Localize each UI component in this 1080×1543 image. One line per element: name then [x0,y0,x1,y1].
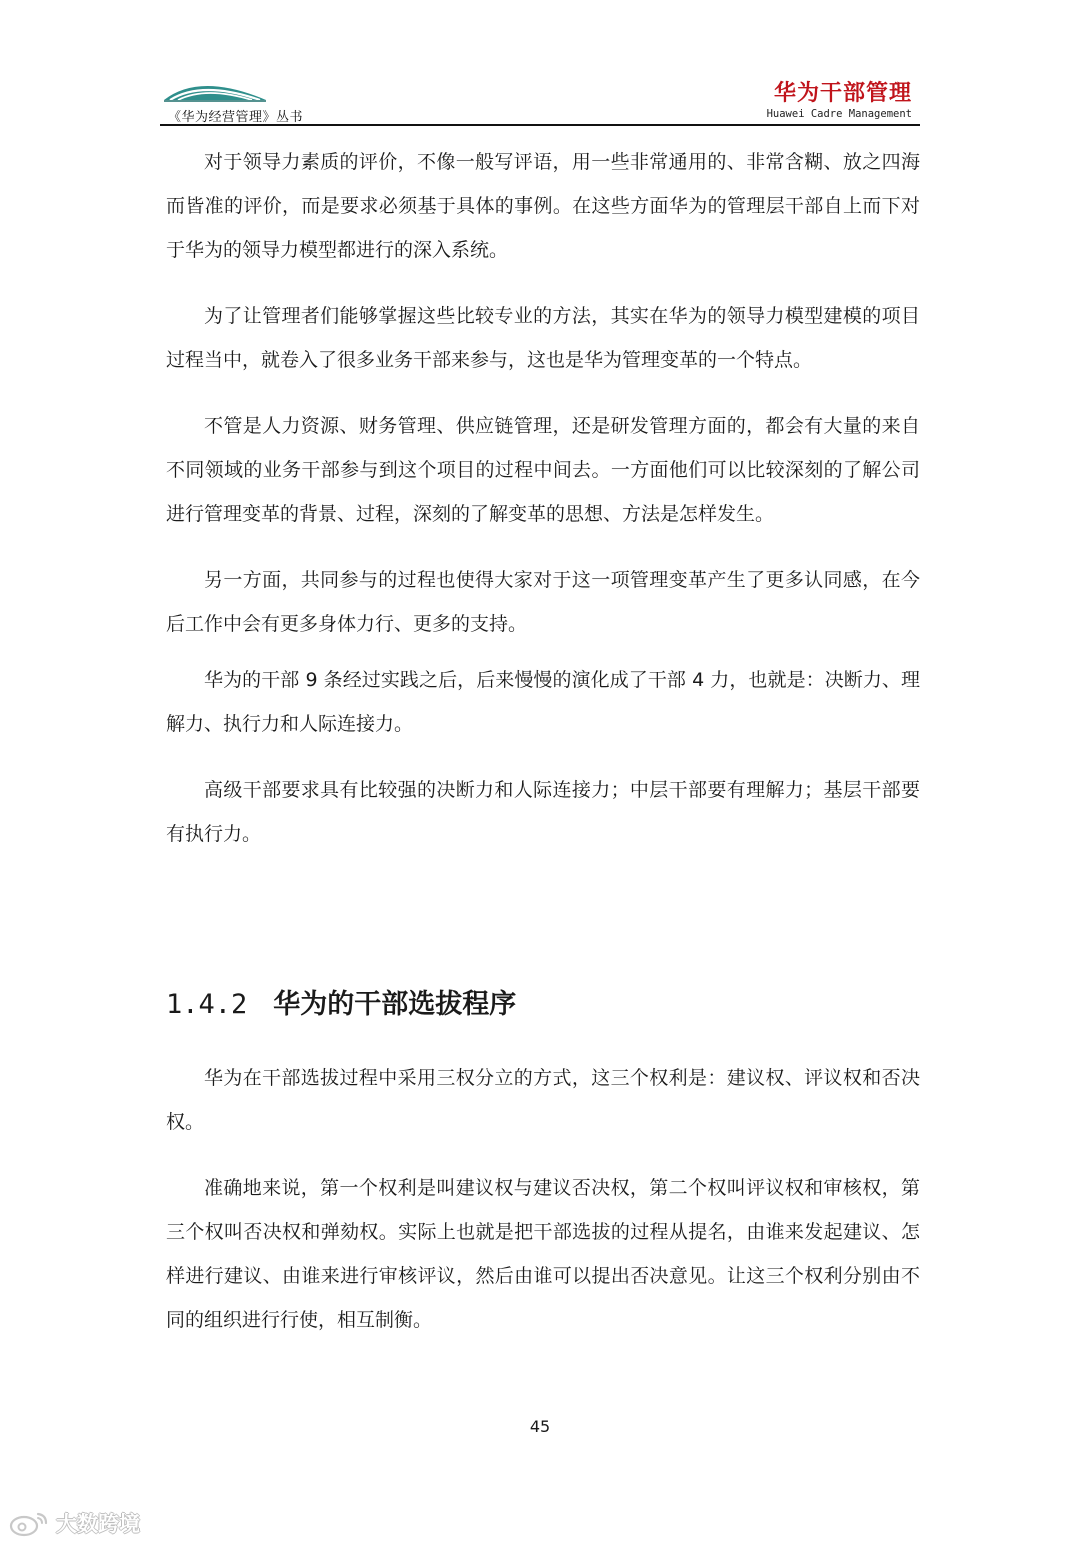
paragraph: 另一方面，共同参与的过程也使得大家对于这一项管理变革产生了更多认同感，在今后工作中会有更多身体力行、更多的支持。 [166,569,920,635]
body-text-b [166,1056,920,1342]
paragraph: 准确地来说，第一个权利是叫建议权与建议否决权，第二个权叫评议权和审核权，第三个权叫否决权和弹劾权。实际上也就是把干部选拔的过程从提名，由谁来发起建议、怎样进行建议、由谁来进行审核评议，然后由谁可以提出否决意见。让这三个权利分别由不同的组织进行行使，相互制衡。 [166,1177,920,1331]
book-title-chinese: 华为干部管理 [773,81,912,106]
book-title-english: Huawei Cadre Management [766,108,912,120]
section-title: 华为的干部选拔程序 [273,989,517,1020]
page-header [160,70,920,126]
paragraph: 对于领导力素质的评价，不像一般写评语，用一些非常通用的、非常含糊、放之四海而皆准的评价，而是要求必须基于具体的事例。在这些方面华为的管理层干部自上而下对于华为的领导力模型都进行的深入系统。 [166,151,920,261]
paragraph: 华为在干部选拔过程中采用三权分立的方式，这三个权利是：建议权、评议权和否决权。 [166,1067,920,1133]
paragraph: 不管是人力资源、财务管理、供应链管理，还是研发管理方面的，都会有大量的来自不同领域的业务干部参与到这个项目的过程中间去。一方面他们可以比较深刻的了解公司进行管理变革的背景、过程，深刻的了解变革的思想、方法是怎样发生。 [166,415,920,525]
mountain-logo-icon [160,70,270,104]
watermark-text: 大数跨境 [56,1512,140,1536]
section-number: 1.4.2 [166,989,248,1020]
header-rule [160,124,920,126]
section-heading [166,982,516,1021]
body-text-a [166,140,920,856]
paragraph: 高级干部要求具有比较强的决断力和人际连接力；中层干部要有理解力；基层干部要有执行力。 [166,779,920,845]
paragraph: 华为的干部 9 条经过实践之后，后来慢慢的演化成了干部 4 力，也就是：决断力、理解力、执行力和人际连接力。 [166,669,920,735]
book-series-title: 《华为经营管理》丛书 [168,110,304,125]
paragraph: 为了让管理者们能够掌握这些比较专业的方法，其实在华为的领导力模型建模的项目过程当中，就卷入了很多业务干部来参与，这也是华为管理变革的一个特点。 [166,305,920,371]
weibo-icon [8,1508,52,1538]
page-number: 45 [529,1417,551,1436]
